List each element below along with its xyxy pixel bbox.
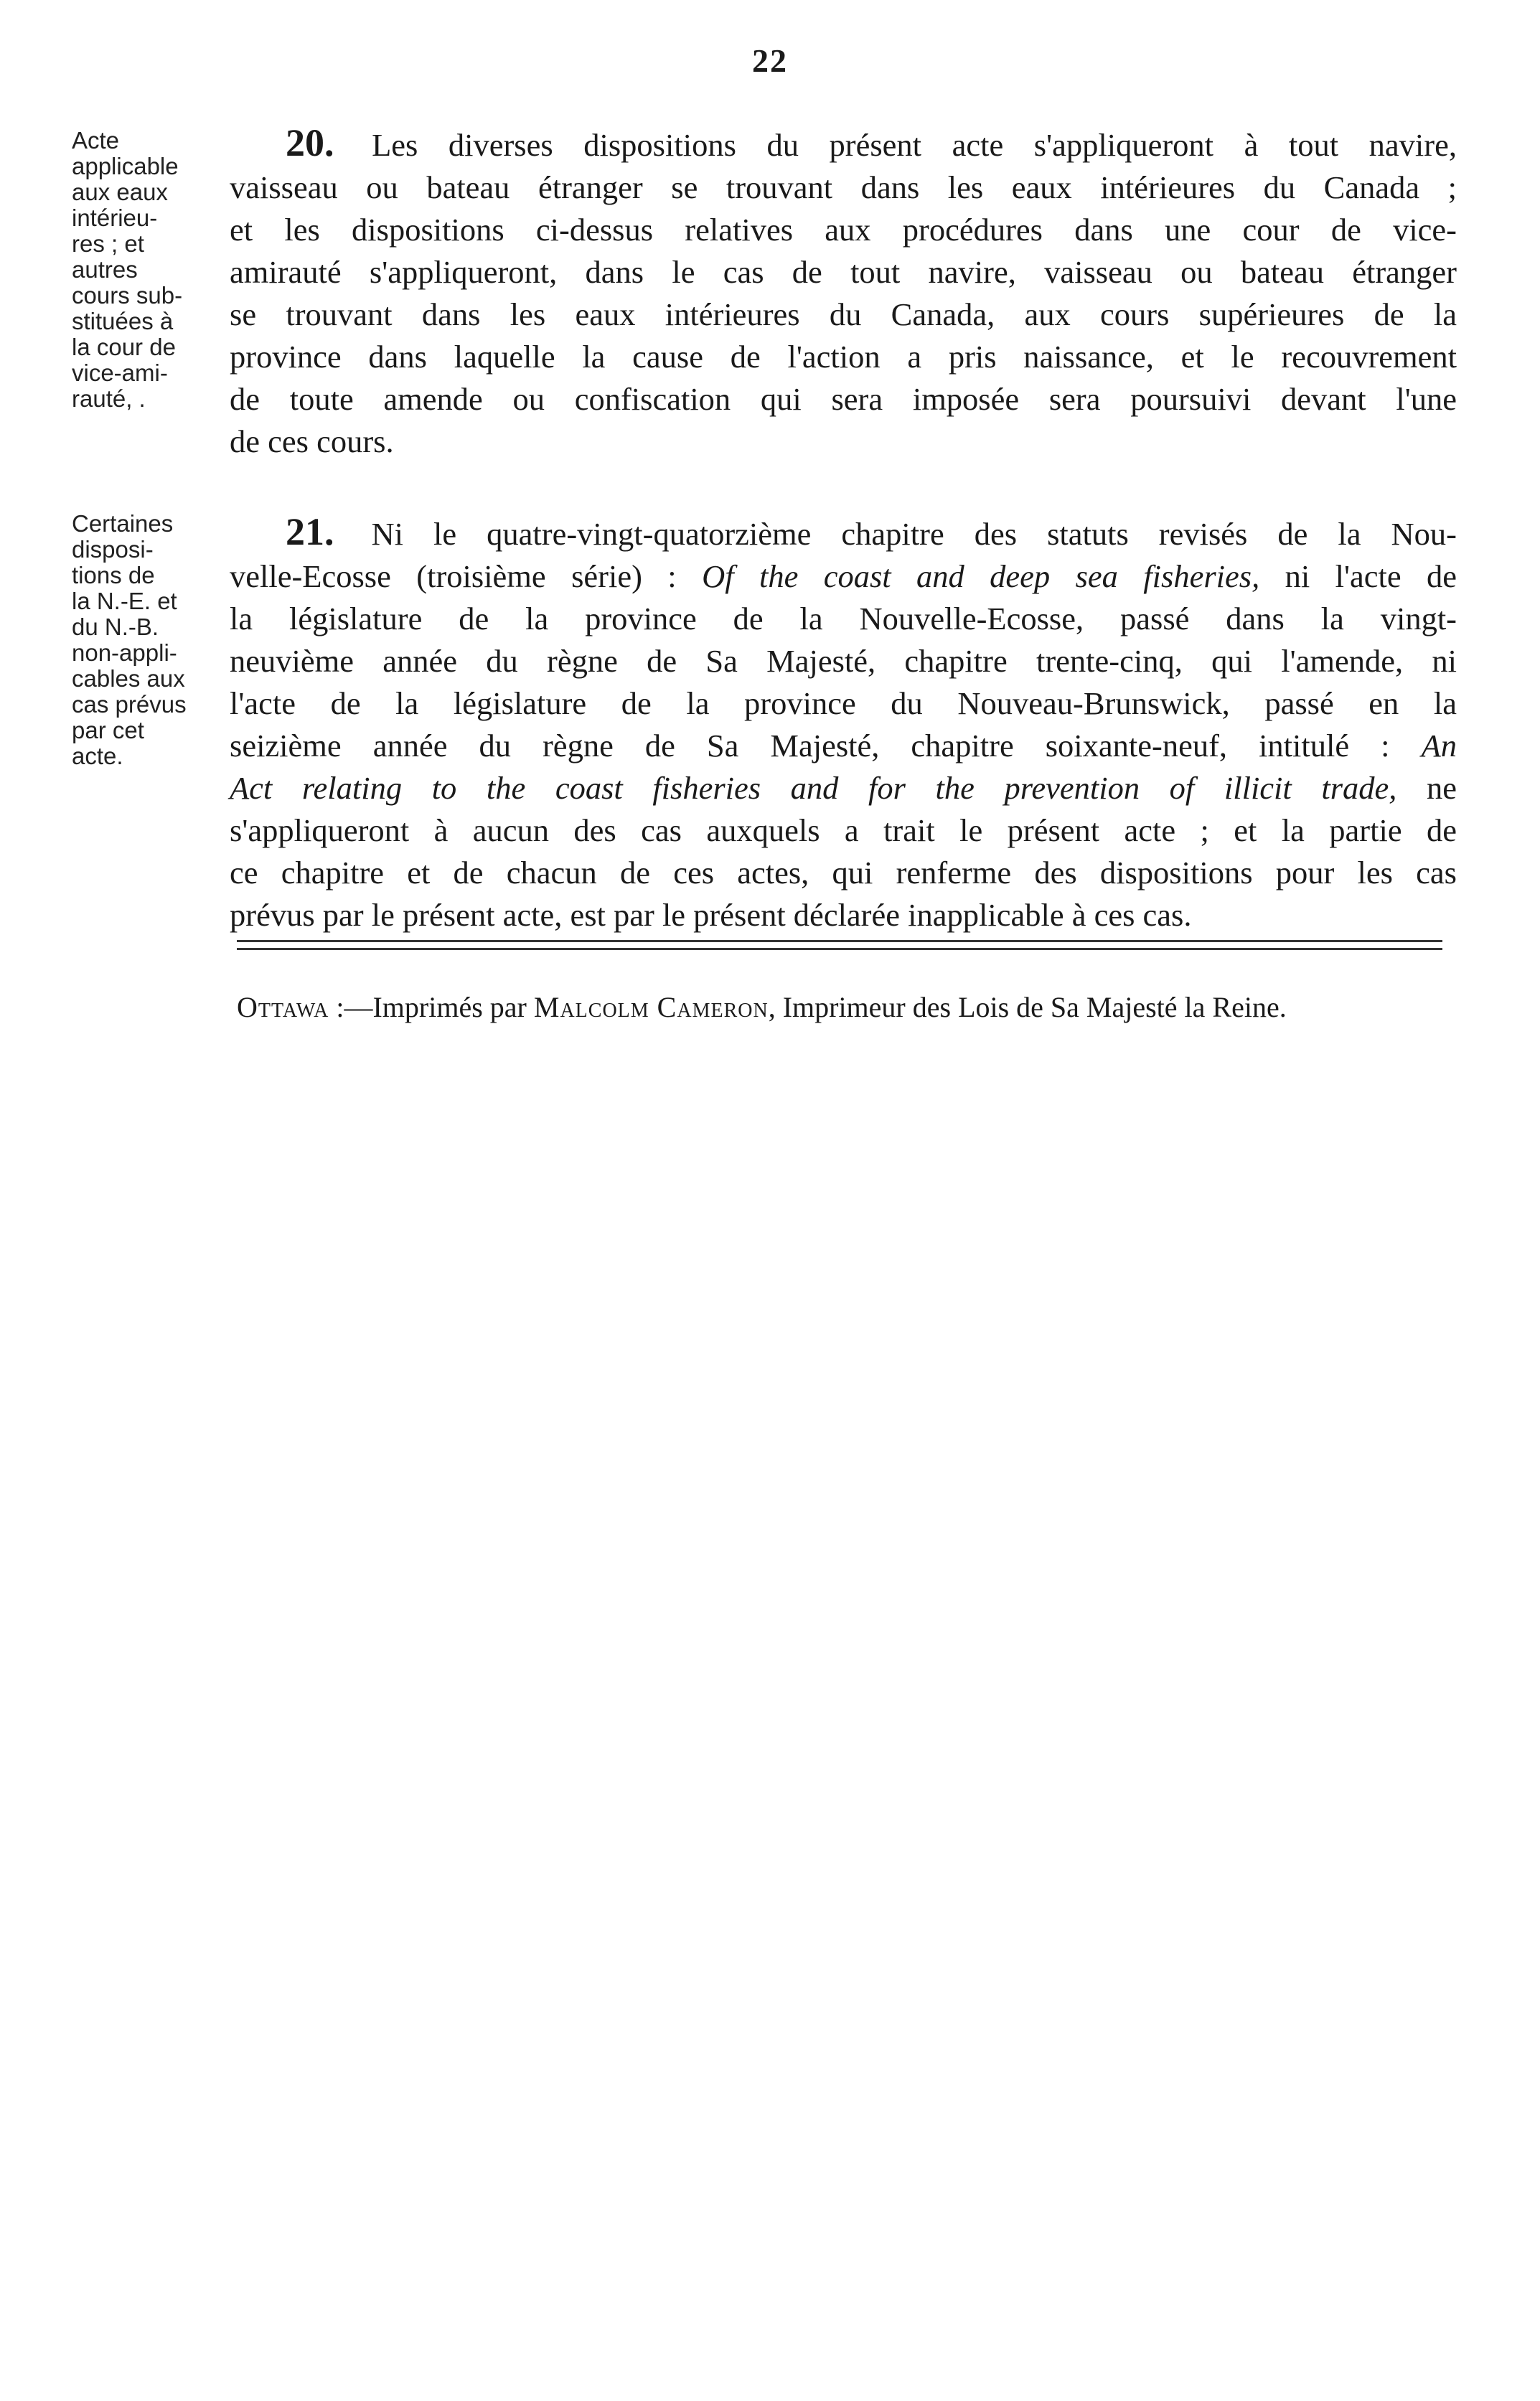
text-line: et les dispositions ci-dessus relatives aux procédures dans une cour de vice- — [230, 212, 1457, 248]
text-line — [230, 767, 1457, 809]
text-line: neuvième année du règne de Sa Majesté, chapitre trente-cinq, qui l'amende, ni — [230, 643, 1457, 679]
text-line: de ces cours. — [230, 423, 394, 459]
text-line: vaisseau ou bateau étranger se trouvant dans les eaux intérieures du Canada ; — [230, 169, 1457, 205]
italic-title: Of the coast and deep sea fisheries, — [702, 558, 1260, 594]
margin-note-line: vice-ami- — [72, 360, 168, 386]
margin-note-line: la N.-E. et — [72, 588, 177, 614]
margin-note-line: Certaines — [72, 510, 174, 537]
text-line: prévus par le présent acte, est par le présent déclarée inapplicable à ces cas. — [230, 897, 1192, 933]
article-21 — [72, 510, 1457, 933]
article-21-text — [230, 511, 1457, 936]
text-line — [230, 511, 1457, 555]
margin-note-line: intérieu- — [72, 205, 158, 231]
text-span: ni l'acte de — [1285, 558, 1457, 594]
margin-note-line: applicable — [72, 153, 179, 179]
article-20 — [72, 121, 1457, 472]
double-rule-divider — [237, 940, 1442, 956]
rule-line — [237, 940, 1442, 942]
text-line: de toute amende ou confiscation qui sera imposée sera poursuivi devant l'une — [230, 381, 1457, 417]
text-line: province dans laquelle la cause de l'action a pris naissance, et le recouvrement — [230, 339, 1457, 375]
page-number: 22 — [752, 42, 788, 79]
margin-note-line: aux eaux — [72, 179, 168, 205]
text-span: Ni le quatre-vingt-quatorzième chapitre des statuts revisés de la Nou- — [371, 516, 1457, 552]
text-line — [230, 555, 1457, 598]
italic-title: Act relating to the coast fisheries and for the prevention of illicit trade, — [230, 770, 1397, 806]
margin-note-line: par cet — [72, 717, 144, 743]
text-line: se trouvant dans les eaux intérieures du Canada, aux cours supérieures de la — [230, 296, 1457, 332]
italic-title: An — [1421, 728, 1457, 763]
text-span: Les diverses dispositions du présent acte s'appliqueront à tout navire, — [372, 127, 1457, 163]
margin-note-line: tions de — [72, 562, 155, 588]
text-span: seizième année du règne de Sa Majesté, chapitre soixante-neuf, intitulé : — [230, 728, 1390, 763]
text-line: s'appliqueront à aucun des cas auxquels a trait le présent acte ; et la partie de — [230, 812, 1457, 848]
printer-imprint — [237, 990, 1464, 1024]
text-span: ne — [1427, 770, 1457, 806]
text-line: ce chapitre et de chacun de ces actes, qui renferme des dispositions pour les cas — [230, 855, 1457, 891]
margin-note-line: disposi- — [72, 536, 154, 563]
imprint-text: :—Imprimés par — [329, 991, 534, 1023]
text-line — [230, 725, 1457, 767]
margin-note-line: rauté, . — [72, 385, 146, 412]
article-number: 20. — [286, 121, 334, 164]
imprint-printer: Malcolm Cameron — [533, 991, 769, 1023]
imprint-city: Ottawa — [237, 991, 329, 1023]
margin-note-line: acte. — [72, 743, 123, 769]
imprint-text: , Imprimeur des Lois de Sa Majesté la Reine. — [768, 991, 1287, 1023]
article-number: 21. — [286, 510, 334, 553]
text-span: velle-Ecosse (troisième série) : — [230, 558, 677, 594]
rule-line — [237, 948, 1442, 950]
margin-note-line: autres — [72, 256, 138, 283]
margin-note-line: la cour de — [72, 334, 176, 360]
margin-note-20 — [72, 128, 237, 412]
text-line: amirauté s'appliqueront, dans le cas de tout navire, vaisseau ou bateau étranger — [230, 254, 1457, 290]
margin-note-line: res ; et — [72, 230, 144, 257]
margin-note-line: stituées à — [72, 308, 174, 334]
margin-note-line: cables aux — [72, 665, 185, 692]
margin-note-line: du N.-B. — [72, 614, 159, 640]
margin-note-line: cours sub- — [72, 282, 183, 309]
margin-note-21 — [72, 511, 237, 769]
article-20-text — [230, 122, 1457, 463]
text-line: l'acte de la législature de la province du Nouveau-Brunswick, passé en la — [230, 685, 1457, 721]
margin-note-line: cas prévus — [72, 691, 187, 718]
margin-note-line: Acte — [72, 127, 120, 154]
text-line: la législature de la province de la Nouvelle-Ecosse, passé dans la vingt- — [230, 601, 1457, 636]
margin-note-line: non-appli- — [72, 639, 177, 666]
text-line — [230, 122, 1457, 166]
